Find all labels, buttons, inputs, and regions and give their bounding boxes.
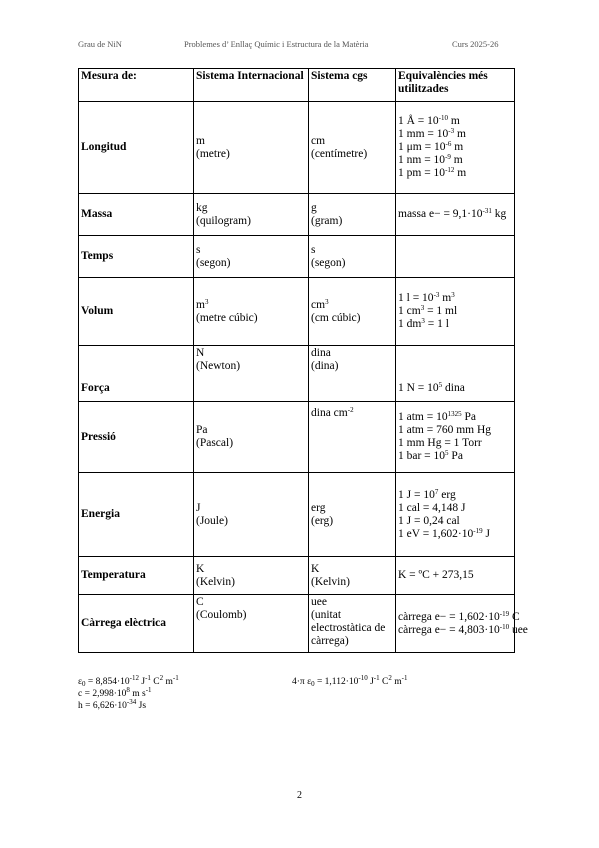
constant-four-pi-epsilon0: 4·π $\varepsilon_0 = 1,112\cdot 10^{-10}$ $J^{-1}$ $C^2$ $m^{-1}$ <box>292 674 408 688</box>
si-unit-name: (segon) <box>196 256 231 269</box>
si-unit: kg <box>196 201 208 214</box>
si-cell <box>194 557 309 595</box>
measure-name: Força <box>79 346 194 402</box>
si-cell <box>194 236 309 278</box>
si-unit: m <box>196 134 205 147</box>
constant-speed-of-light: $c = 2,998\cdot 10^8$ m $s^{-1}$ <box>78 686 152 699</box>
measure-name: Pressió <box>79 402 194 473</box>
header-course-title: Problemes d’ Enllaç Químic i Estructura de la Matèria <box>184 39 369 49</box>
si-cell <box>194 346 309 402</box>
measure-name: Massa <box>79 194 194 236</box>
si-cell <box>194 194 309 236</box>
si-unit: $m^3$ <box>196 297 209 311</box>
si-unit-name: (metre) <box>196 147 230 160</box>
equivalence: 1 mm Hg = 1 Torr <box>398 437 482 449</box>
table-row <box>79 402 515 473</box>
equivalence: 1 $J = 10^7$ erg <box>398 487 456 501</box>
equivalences-cell <box>396 236 515 278</box>
measure-name: Longitud <box>79 102 194 194</box>
si-cell <box>194 402 309 473</box>
table-row <box>79 102 515 194</box>
equivalence: 1 J = 0,24 cal <box>398 514 460 527</box>
si-unit-name: (Kelvin) <box>196 575 235 588</box>
cgs-unit-name: (dina) <box>311 360 339 372</box>
constants-right <box>292 676 407 688</box>
table-header-row <box>79 69 515 102</box>
cgs-unit-name: (Kelvin) <box>311 575 350 588</box>
equivalences-cell <box>396 402 515 473</box>
si-unit: K <box>196 562 205 575</box>
cgs-cell <box>309 236 396 278</box>
table-row <box>79 473 515 557</box>
equivalence: 1 eV = $1,602\cdot 10^{-19}$ J <box>398 526 490 540</box>
si-cell <box>194 595 309 653</box>
table-row <box>79 236 515 278</box>
si-unit-name: (Newton) <box>196 360 241 372</box>
cgs-unit-name: (gram) <box>311 214 343 227</box>
equivalence: 1 bar = $10^5$ Pa <box>398 449 463 462</box>
table-row <box>79 557 515 595</box>
header-measure: Mesura de: <box>79 69 194 102</box>
header-academic-year: Curs 2025-26 <box>452 39 499 49</box>
si-unit: C <box>196 596 204 608</box>
equivalence: 1 atm = 760 mm Hg <box>398 424 492 436</box>
equivalences-cell <box>396 557 515 595</box>
constants-left <box>78 676 179 712</box>
header-equivalences: Equivalències més utilitzades <box>396 69 515 102</box>
equivalence: 1 $N = 10^5$ dina <box>398 381 465 394</box>
cgs-unit: cm <box>311 134 326 147</box>
equivalences-cell <box>396 102 515 194</box>
cgs-cell <box>309 278 396 346</box>
equivalences-cell <box>396 595 528 653</box>
cgs-unit: dina <box>311 347 331 359</box>
header-degree: Grau de NiN <box>78 39 122 49</box>
equivalences-cell <box>396 278 515 346</box>
cgs-unit-name: (unitat electrostàtica de càrrega) <box>311 609 386 647</box>
equivalence: 1 $\mu m = 10^{-6}$ m <box>398 140 464 153</box>
cgs-cell <box>309 557 396 595</box>
equivalence: càrrega $e- = 1,602\cdot 10^{-19}$ C <box>398 609 520 623</box>
cgs-unit: s <box>311 243 316 256</box>
table-row <box>79 194 515 236</box>
measure-name: Temps <box>79 236 194 278</box>
cgs-cell <box>309 402 396 473</box>
si-unit: N <box>196 347 205 359</box>
measure-name: Temperatura <box>79 557 194 595</box>
equivalence: 1 pm = $10^{-12}$ m <box>398 166 467 179</box>
si-cell <box>194 473 309 557</box>
cgs-unit: $cm^3$ <box>311 297 329 311</box>
si-unit-name: (metre cúbic) <box>196 311 258 324</box>
equivalence: 1 $dm^3 = 1$ l <box>398 317 449 330</box>
measure-name: Volum <box>79 278 194 346</box>
equivalence: 1 cal = 4,148 J <box>398 501 466 514</box>
equivalence: massa $e- = 9,1\cdot 10^{-31}$ kg <box>398 207 507 220</box>
cgs-cell <box>309 473 396 557</box>
cgs-unit-name: (cm cúbic) <box>311 311 361 324</box>
si-cell <box>194 278 309 346</box>
si-unit: Pa <box>196 424 208 436</box>
equivalence: 1 Å = $10^{-10}$ m <box>398 114 460 127</box>
table-row <box>79 346 515 402</box>
constant-epsilon0: $\varepsilon_0 = 8,854\cdot 10^{-12}$ $J^{-1}$ $C^2$ $m^{-1}$ <box>78 674 179 688</box>
table-row <box>79 595 515 653</box>
table-row <box>79 278 515 346</box>
cgs-unit-name: (centímetre) <box>311 147 368 160</box>
equivalence: càrrega $e- = 4,803\cdot 10^{-10}$ uee <box>398 622 528 636</box>
header-cgs: Sistema cgs <box>309 69 396 102</box>
si-unit: s <box>196 243 201 256</box>
equivalences-cell <box>396 194 515 236</box>
units-table <box>78 68 528 653</box>
cgs-unit: K <box>311 562 320 575</box>
si-unit-name: (Coulomb) <box>196 609 247 621</box>
cgs-cell <box>309 346 396 402</box>
cgs-cell <box>309 194 396 236</box>
equivalence: 1 $cm^3 = 1$ ml <box>398 304 458 317</box>
cgs-unit: dina $cm^{-2}$ <box>311 406 354 419</box>
cgs-unit: erg <box>311 501 326 514</box>
cgs-cell <box>309 102 396 194</box>
equivalences-cell <box>396 346 515 402</box>
header-si: Sistema Internacional <box>194 69 309 102</box>
equivalences-cell <box>396 473 515 557</box>
cgs-unit-name: (segon) <box>311 256 346 269</box>
equivalence: K = ºC + 273,15 <box>398 569 474 581</box>
cgs-cell <box>309 595 396 653</box>
si-unit-name: (quilogram) <box>196 214 251 227</box>
si-cell <box>194 102 309 194</box>
page-number: 2 <box>297 790 302 801</box>
cgs-unit: uee <box>311 596 327 608</box>
constant-planck: $h = 6,626\cdot 10^{-34}$ Js <box>78 698 147 711</box>
equivalence: 1 $l = 10^{-3}$ $m^3$ <box>398 291 455 304</box>
cgs-unit: g <box>311 201 317 214</box>
si-unit-name: (Joule) <box>196 514 228 527</box>
equivalence: 1 mm = $10^{-3}$ m <box>398 127 466 140</box>
equivalence: 1 atm = $10^{1325}$ Pa <box>398 410 476 423</box>
si-unit-name: (Pascal) <box>196 437 234 449</box>
equivalence: 1 nm = $10^{-9}$ m <box>398 153 463 166</box>
measure-name: Energia <box>79 473 194 557</box>
cgs-unit-name: (erg) <box>311 514 334 527</box>
measure-name: Càrrega elèctrica <box>79 595 194 653</box>
si-unit: J <box>196 501 201 514</box>
